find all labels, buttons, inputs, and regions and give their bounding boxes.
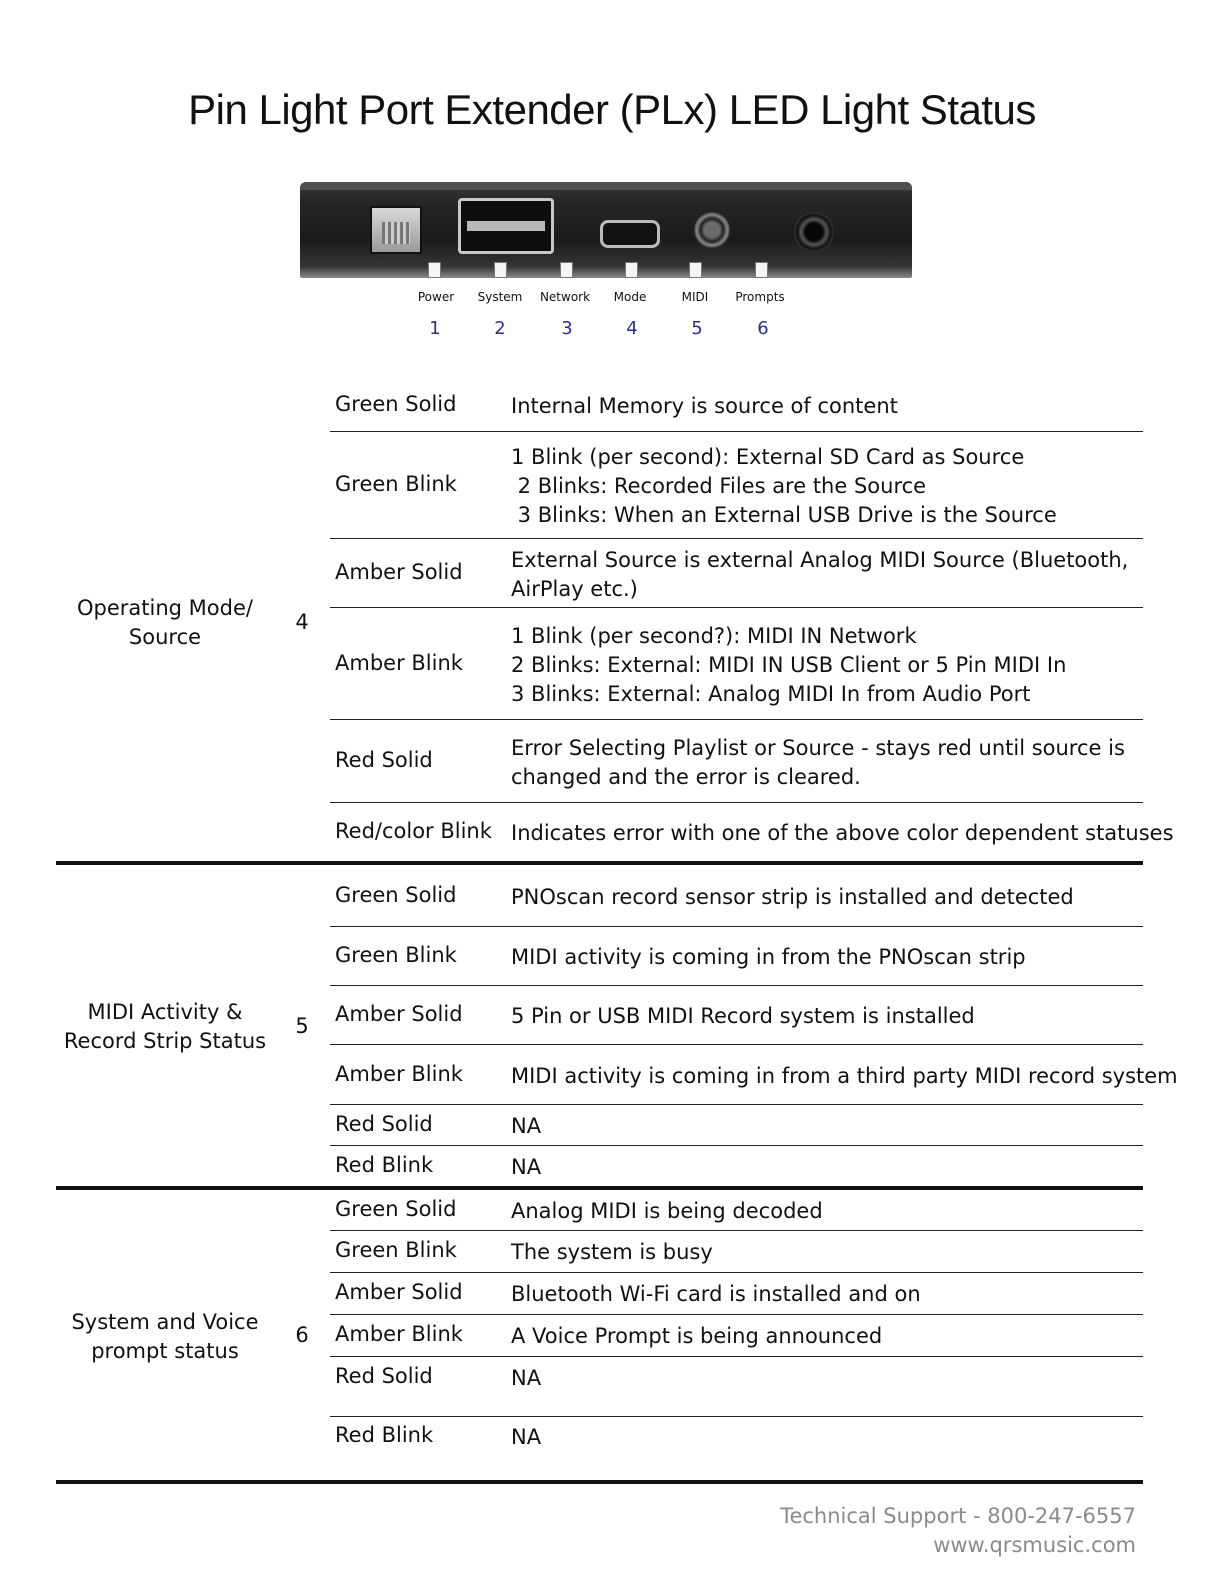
led-description: NA [511, 1366, 542, 1390]
led-state: Green Blink [335, 472, 457, 496]
led-midi-indicator [689, 262, 702, 278]
led-prompts-indicator [755, 262, 768, 278]
section-label: System and Voice prompt status [71, 1310, 259, 1363]
led-number-2: 2 [494, 318, 506, 339]
led-description: External Source is external Analog MIDI Source (Bluetooth, AirPlay etc.) [511, 548, 1129, 601]
row-divider [330, 1145, 1143, 1146]
led-state: Red Blink [335, 1423, 434, 1447]
led-description: Analog MIDI is being decoded [511, 1199, 823, 1223]
led-description: 1 Blink (per second?): MIDI IN Network 2 Blinks: External: MIDI IN USB Client or 5 Pin MIDI In 3 Blinks: External: Analog MIDI In from Audio Port [511, 624, 1067, 706]
led-state: Green Solid [335, 392, 457, 416]
led-state: Amber Solid [335, 1002, 463, 1026]
led-state: Amber Solid [335, 560, 463, 584]
row-divider [330, 538, 1143, 539]
row-divider [330, 1314, 1143, 1315]
led-description: NA [511, 1155, 542, 1179]
led-state: Amber Solid [335, 1280, 463, 1304]
led-state: Green Solid [335, 1197, 457, 1221]
led-description: Error Selecting Playlist or Source - stays red until source is changed and the error is cleared. [511, 736, 1125, 789]
led-number-1: 1 [429, 318, 441, 339]
led-state: Green Solid [335, 883, 457, 907]
led-label-system: System [477, 290, 523, 304]
ethernet-port-icon [370, 206, 422, 254]
mini-usb-port-icon [600, 220, 660, 248]
led-state: Amber Blink [335, 1062, 463, 1086]
page-title: Pin Light Port Extender (PLx) LED Light Status [188, 86, 1036, 133]
row-divider [330, 1356, 1143, 1357]
led-state: Red Solid [335, 1112, 433, 1136]
section-number: 4 [295, 610, 309, 634]
led-description: 1 Blink (per second): External SD Card as Source 2 Blinks: Recorded Files are the Source 3 Blinks: When an External USB Drive is the Source [511, 445, 1057, 527]
led-description: A Voice Prompt is being announced [511, 1324, 883, 1348]
support-phone: Technical Support - 800-247-6557 [780, 1504, 1136, 1528]
section-divider [56, 1186, 1143, 1190]
row-divider [330, 1230, 1143, 1231]
led-label-network: Network [539, 290, 591, 304]
section-divider [56, 861, 1143, 865]
website-link[interactable]: www.qrsmusic.com [933, 1533, 1136, 1557]
led-description: MIDI activity is coming in from a third party MIDI record system [511, 1064, 1178, 1088]
led-description: 5 Pin or USB MIDI Record system is installed [511, 1004, 975, 1028]
led-label-prompts: Prompts [735, 290, 785, 304]
section-divider [56, 1480, 1143, 1484]
section-label: MIDI Activity & Record Strip Status [63, 1000, 267, 1053]
row-divider [330, 607, 1143, 608]
usb-port-icon [458, 198, 554, 254]
led-state: Green Blink [335, 943, 457, 967]
row-divider [330, 1104, 1143, 1105]
led-state: Green Blink [335, 1238, 457, 1262]
audio-jack-icon [794, 212, 834, 252]
led-description: NA [511, 1114, 542, 1138]
led-label-midi: MIDI [681, 290, 709, 304]
row-divider [330, 1416, 1143, 1417]
led-description: PNOscan record sensor strip is installed and detected [511, 885, 1074, 909]
row-divider [330, 802, 1143, 803]
led-description: Indicates error with one of the above color dependent statuses [511, 821, 1174, 845]
led-mode-indicator [625, 262, 638, 278]
led-description: The system is busy [511, 1240, 713, 1264]
section-number: 5 [295, 1014, 309, 1038]
led-description: MIDI activity is coming in from the PNOscan strip [511, 945, 1026, 969]
row-divider [330, 926, 1143, 927]
led-label-power: Power [417, 290, 455, 304]
led-description: Internal Memory is source of content [511, 394, 898, 418]
row-divider [330, 985, 1143, 986]
led-description: Bluetooth Wi-Fi card is installed and on [511, 1282, 921, 1306]
led-number-5: 5 [691, 318, 703, 339]
device-top-edge [300, 182, 912, 190]
row-divider [330, 719, 1143, 720]
led-state: Red Solid [335, 748, 433, 772]
led-system-indicator [494, 262, 507, 278]
led-state: Red Blink [335, 1153, 434, 1177]
led-power-indicator [428, 262, 441, 278]
led-label-mode: Mode [613, 290, 647, 304]
led-network-indicator [560, 262, 573, 278]
led-number-4: 4 [626, 318, 638, 339]
led-state: Red/color Blink [335, 819, 492, 843]
section-number: 6 [295, 1323, 309, 1347]
led-number-6: 6 [757, 318, 769, 339]
section-label: Operating Mode/ Source [77, 596, 253, 649]
row-divider [330, 431, 1143, 432]
audio-jack-icon [694, 212, 730, 248]
row-divider [330, 1044, 1143, 1045]
led-state: Red Solid [335, 1364, 433, 1388]
led-number-3: 3 [561, 318, 573, 339]
led-state: Amber Blink [335, 651, 463, 675]
led-state: Amber Blink [335, 1322, 463, 1346]
led-description: NA [511, 1425, 542, 1449]
plx-device-image [300, 182, 912, 278]
footer [780, 1502, 1136, 1560]
row-divider [330, 1272, 1143, 1273]
